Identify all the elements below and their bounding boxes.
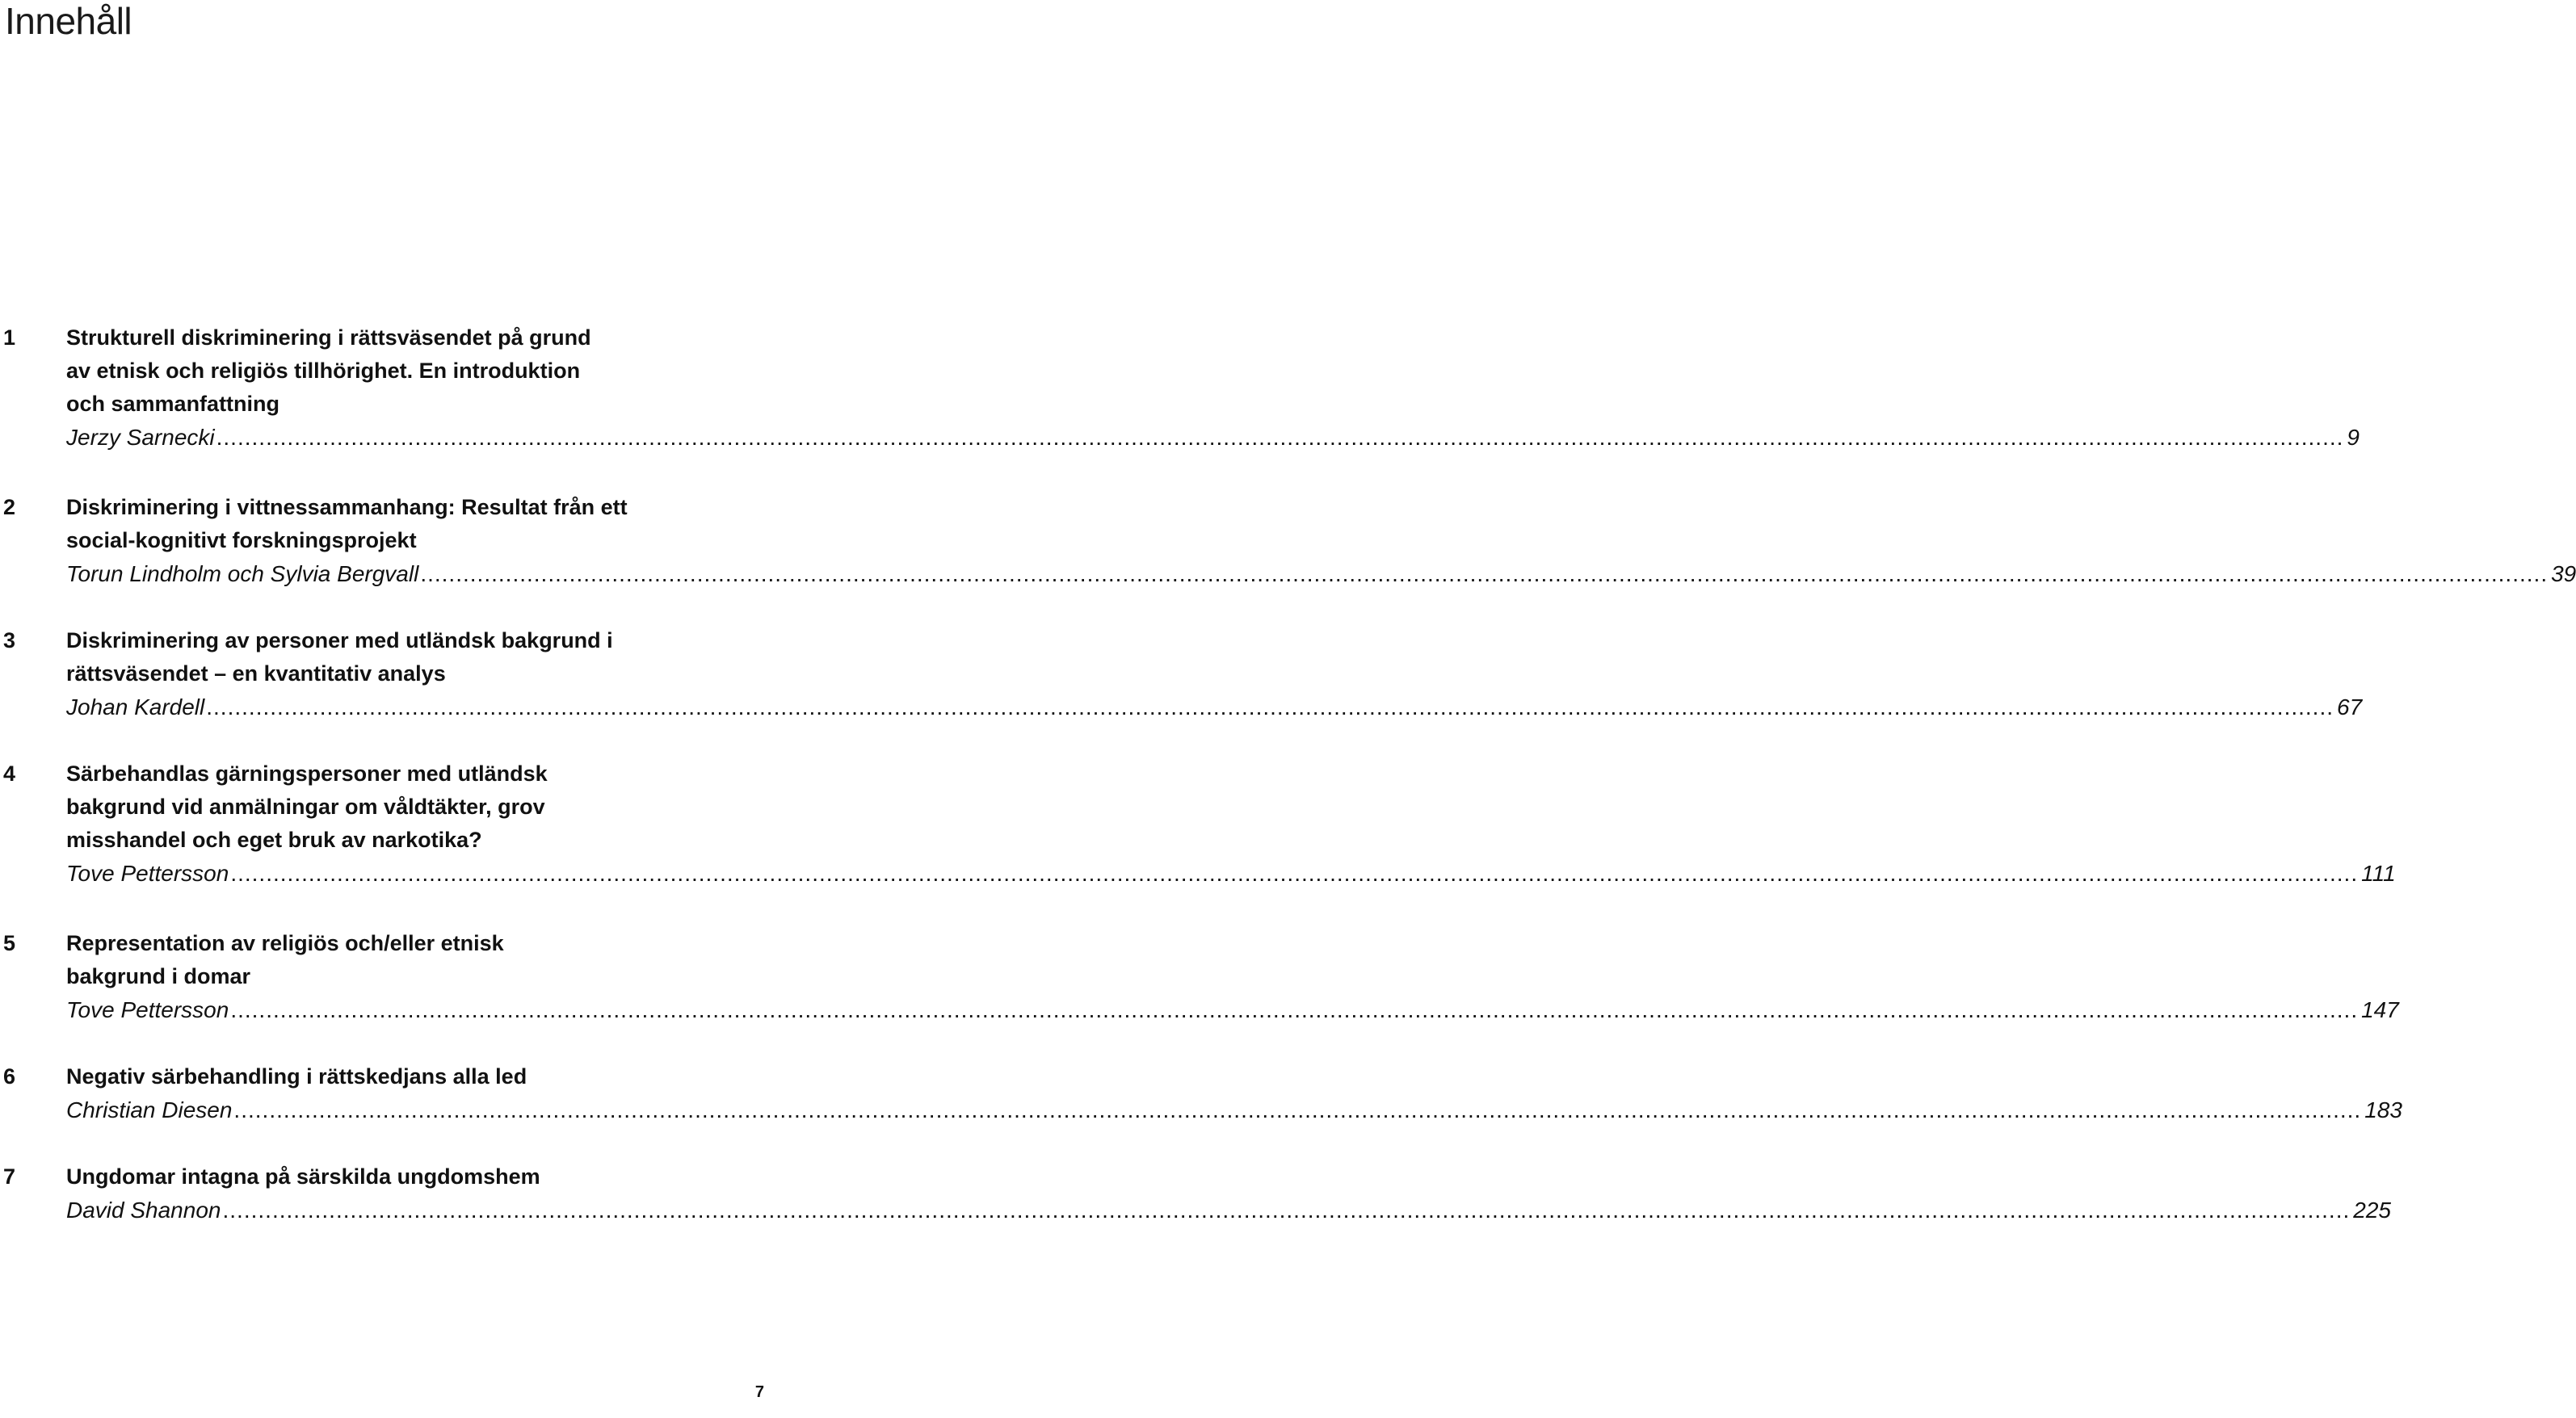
dot-leader: ............................................................................................................................................................................................................................................................................................................ — [230, 997, 2359, 1022]
chapter-author: Jerzy Sarnecki — [66, 425, 215, 450]
chapter-title-line: bakgrund i domar — [66, 964, 251, 988]
chapter-title-line: bakgrund vid anmälningar om våldtäkter, grov — [66, 795, 545, 819]
chapter-number: 2 — [3, 495, 16, 519]
toc-entry-body — [66, 1160, 2391, 1227]
dot-leader: ............................................................................................................................................................................................................................................................................................................ — [206, 694, 2334, 719]
author-line — [66, 421, 2360, 454]
chapter-author: Tove Pettersson — [66, 861, 229, 886]
chapter-title-line: Negativ särbehandling i rättskedjans alla led — [66, 1064, 527, 1089]
chapter-number: 6 — [3, 1064, 16, 1089]
table-of-contents — [0, 321, 2576, 1227]
author-line — [66, 557, 2576, 590]
toc-entry-body — [66, 491, 2576, 590]
author-line — [66, 1194, 2391, 1227]
chapter-number: 5 — [3, 931, 16, 955]
toc-entry — [0, 927, 2399, 1026]
chapter-author: David Shannon — [66, 1198, 221, 1223]
chapter-title-line: av etnisk och religiös tillhörighet. En introduktion — [66, 359, 581, 383]
chapter-title-line: Strukturell diskriminering i rättsväsendet på grund — [66, 325, 591, 350]
author-line — [66, 690, 2363, 724]
page-title: Innehåll — [5, 0, 132, 42]
author-line — [66, 993, 2399, 1026]
chapter-page-number: 183 — [2364, 1097, 2402, 1122]
dot-leader: ............................................................................................................................................................................................................................................................................................................ — [222, 1198, 2351, 1223]
chapter-page-number: 9 — [2347, 425, 2360, 450]
toc-entry-body — [66, 927, 2399, 1026]
chapter-title-line: Särbehandlas gärningspersoner med utländsk — [66, 761, 548, 786]
chapter-title-line: Diskriminering av personer med utländsk bakgrund i — [66, 628, 613, 652]
author-line — [66, 1093, 2402, 1126]
chapter-title-line: Ungdomar intagna på särskilda ungdomshem — [66, 1164, 540, 1189]
chapter-number: 3 — [3, 628, 16, 652]
chapter-author: Johan Kardell — [66, 694, 205, 719]
chapter-title-line: Representation av religiös och/eller etnisk — [66, 931, 504, 955]
chapter-title-line: Diskriminering i vittnessammanhang: Resultat från ett — [66, 495, 628, 519]
toc-entry — [0, 624, 2363, 724]
dot-leader: ............................................................................................................................................................................................................................................................................................................ — [420, 561, 2549, 586]
toc-entry — [0, 1160, 2391, 1227]
chapter-page-number: 111 — [2361, 861, 2396, 886]
chapter-page-number: 39 — [2551, 561, 2576, 586]
chapter-page-number: 225 — [2353, 1198, 2391, 1223]
toc-entry — [0, 491, 2576, 590]
chapter-title-line: social-kognitivt forskningsprojekt — [66, 528, 417, 552]
dot-leader: ............................................................................................................................................................................................................................................................................................................ — [233, 1097, 2362, 1122]
toc-entry-body — [66, 624, 2363, 724]
toc-entry — [0, 1060, 2402, 1126]
chapter-number: 4 — [3, 761, 16, 786]
chapter-title-line: misshandel och eget bruk av narkotika? — [66, 828, 482, 852]
toc-entry-body — [66, 1060, 2402, 1126]
dot-leader: ............................................................................................................................................................................................................................................................................................................ — [230, 861, 2359, 886]
chapter-author: Christian Diesen — [66, 1097, 233, 1122]
author-line — [66, 857, 2396, 890]
page-number: 7 — [754, 1383, 764, 1401]
chapter-title-line: rättsväsendet – en kvantitativ analys — [66, 661, 446, 686]
chapter-author: Tove Pettersson — [66, 997, 229, 1022]
chapter-number: 1 — [3, 325, 16, 350]
chapter-title-line: och sammanfattning — [66, 392, 280, 416]
chapter-page-number: 67 — [2337, 694, 2363, 719]
chapter-number: 7 — [3, 1164, 16, 1189]
dot-leader: ............................................................................................................................................................................................................................................................................................................ — [216, 425, 2344, 450]
toc-entry-body — [66, 321, 2360, 454]
toc-entry-body — [66, 757, 2396, 890]
chapter-author: Torun Lindholm och Sylvia Bergvall — [66, 561, 419, 586]
toc-entry — [0, 757, 2396, 890]
toc-entry — [0, 321, 2360, 454]
chapter-page-number: 147 — [2361, 997, 2399, 1022]
